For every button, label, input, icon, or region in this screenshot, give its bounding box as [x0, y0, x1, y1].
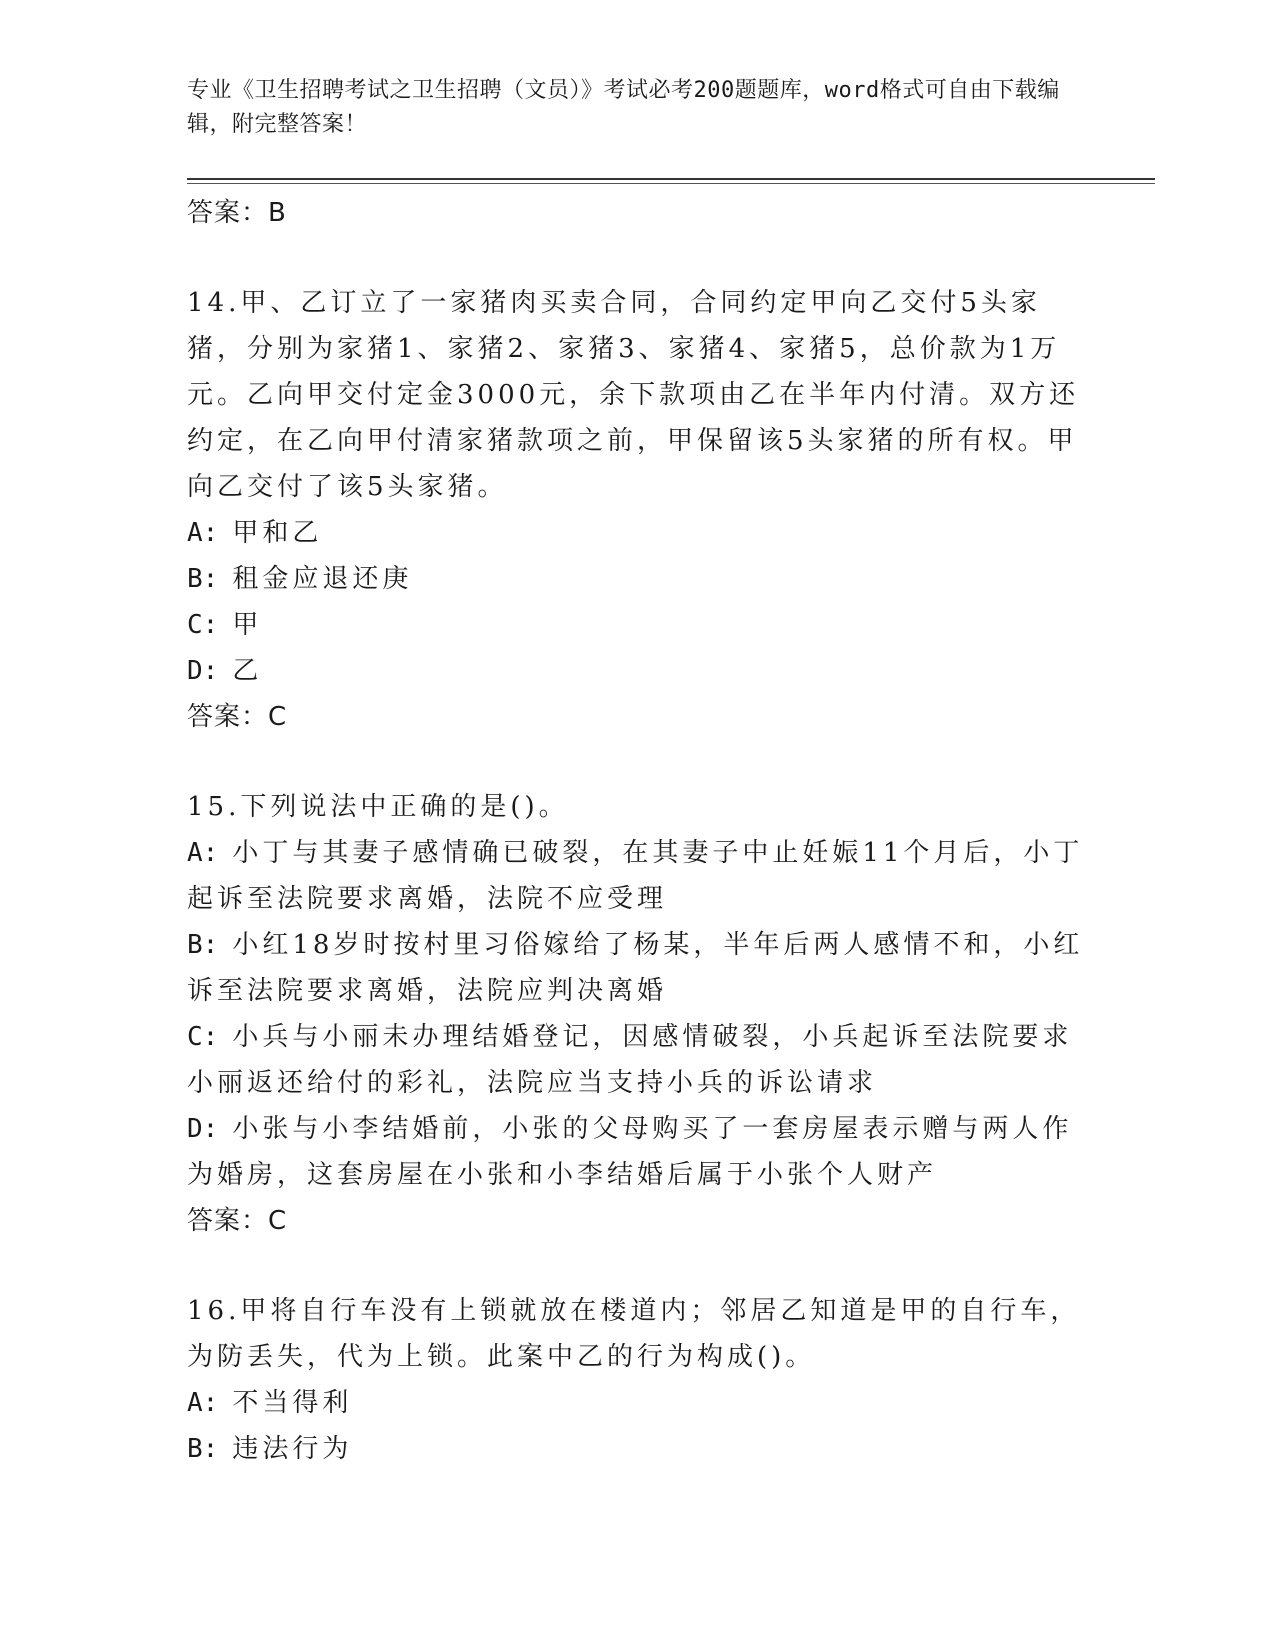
- option-text: 小丁与其妻子感情确已破裂，在其妻子中止妊娠11个月后，小丁起诉至法院要求离婚，法院不应受理: [187, 838, 1084, 914]
- option-key: D:: [187, 656, 219, 686]
- option-b: [187, 922, 1087, 1014]
- option-key: A:: [187, 838, 219, 868]
- question-15: [187, 784, 1087, 1244]
- option-c: [187, 602, 1087, 648]
- option-text: 乙: [232, 656, 263, 686]
- answer-line: 答案：C: [187, 702, 288, 732]
- option-key: B:: [187, 1434, 219, 1464]
- question-14: [187, 280, 1087, 740]
- option-key: C:: [187, 610, 219, 640]
- option-d: [187, 1106, 1087, 1198]
- option-c: [187, 1014, 1087, 1106]
- option-text: 小兵与小丽未办理结婚登记，因感情破裂，小兵起诉至法院要求小丽返还给付的彩礼，法院应当支持小兵的诉讼请求: [187, 1022, 1073, 1098]
- option-text: 租金应退还庚: [232, 564, 413, 594]
- question-text: 15.下列说法中正确的是()。: [187, 792, 569, 822]
- answer-line: 答案：B: [187, 198, 287, 228]
- question-text: 14.甲、乙订立了一家猪肉买卖合同，合同约定甲向乙交付5头家猪，分别为家猪1、家猪2、家猪3、家猪4、家猪5，总价款为1万元。乙向甲交付定金3000元，余下款项由乙在半年内付清。双方还约定，在乙向甲付清家猪款项之前，甲保留该5头家猪的所有权。甲向乙交付了该5头家猪。: [187, 288, 1080, 502]
- option-text: 不当得利: [232, 1388, 353, 1418]
- document-body: [187, 190, 1087, 1472]
- question-16: [187, 1288, 1087, 1472]
- option-key: B:: [187, 564, 219, 594]
- answer-line: 答案：C: [187, 1206, 288, 1236]
- question-text: 16.甲将自行车没有上锁就放在楼道内；邻居乙知道是甲的自行车，为防丢失，代为上锁。此案中乙的行为构成()。: [187, 1296, 1081, 1372]
- option-text: 违法行为: [232, 1434, 353, 1464]
- header-divider-thick: [187, 178, 1155, 180]
- option-a: [187, 830, 1087, 922]
- option-text: 甲和乙: [232, 518, 323, 548]
- option-a: [187, 1380, 1087, 1426]
- document-header-text: 专业《卫生招聘考试之卫生招聘（文员）》考试必考200题题库，word格式可自由下载编辑，附完整答案！: [187, 78, 1060, 137]
- option-key: C:: [187, 1022, 219, 1052]
- option-d: [187, 648, 1087, 694]
- option-key: D:: [187, 1114, 219, 1144]
- option-text: 小红18岁时按村里习俗嫁给了杨某，半年后两人感情不和，小红诉至法院要求离婚，法院应判决离婚: [187, 930, 1084, 1006]
- option-key: A:: [187, 518, 219, 548]
- option-a: [187, 510, 1087, 556]
- option-text: 小张与小李结婚前，小张的父母购买了一套房屋表示赠与两人作为婚房，这套房屋在小张和小李结婚后属于小张个人财产: [187, 1114, 1073, 1190]
- option-text: 甲: [232, 610, 263, 640]
- option-key: B:: [187, 930, 219, 960]
- header-divider-thin: [187, 183, 1155, 184]
- option-b: [187, 556, 1087, 602]
- option-b: [187, 1426, 1087, 1472]
- option-key: A:: [187, 1388, 219, 1418]
